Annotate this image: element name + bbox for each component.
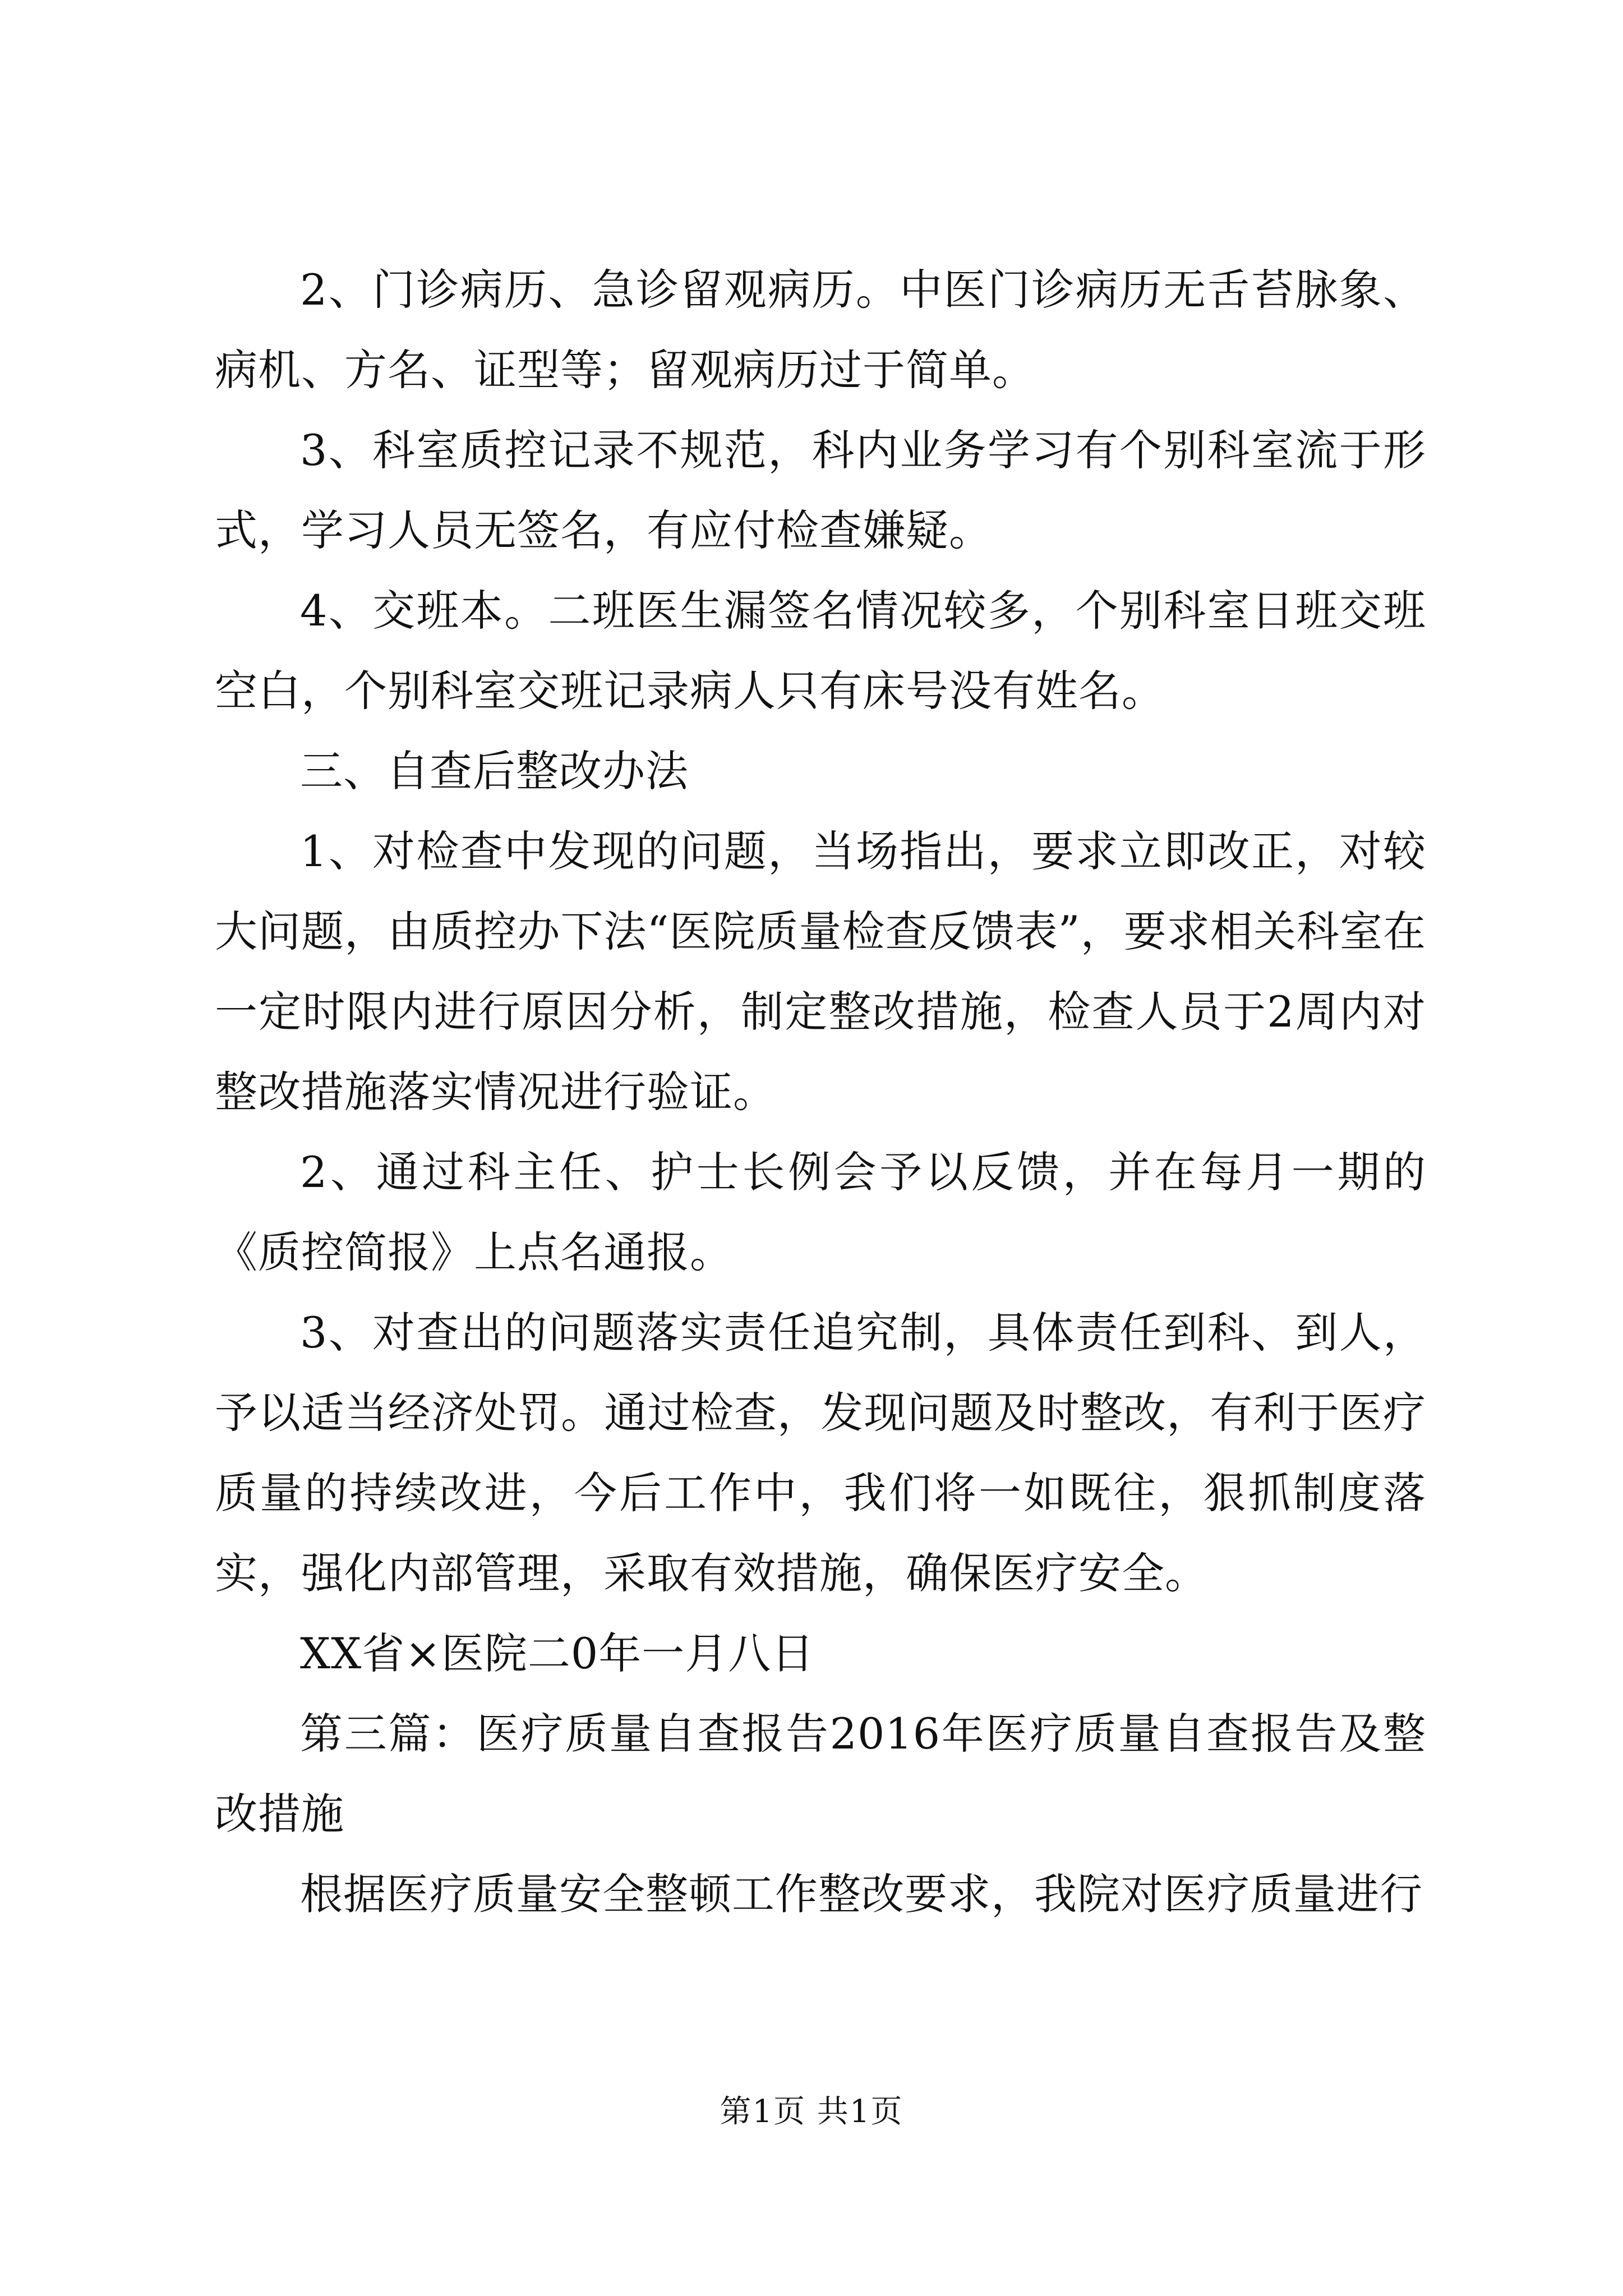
chapter-title-part-three: 第三篇：医疗质量自查报告2016年医疗质量自查报告及整改措施 (215, 1709, 1426, 1839)
paragraph-outpatient-records: 2、门诊病历、急诊留观病历。中医门诊病历无舌苔脉象、病机、方名、证型等；留观病历过于简单。 (215, 265, 1426, 395)
page-number-label: 第1页 共1页 (720, 2093, 903, 2130)
paragraph-rectification-3: 3、对查出的问题落实责任追究制，具体责任到科、到人，予以适当经济处罚。通过检查，发现问题及时整改，有利于医疗质量的持续改进，今后工作中，我们将一如既往，狠抓制度落实，强化内部管理，采取有效措施，确保医疗安全。 (215, 1308, 1426, 1598)
paragraph-handover-book: 4、交班本。二班医生漏签名情况较多，个别科室日班交班空白，个别科室交班记录病人只有床号没有姓名。 (215, 586, 1426, 716)
section-heading-rectification: 三、自查后整改办法 (300, 746, 689, 796)
paragraph-intro-part-three: 根据医疗质量安全整顿工作整改要求，我院对医疗质量进行 (300, 1869, 1423, 1919)
paragraph-rectification-1: 1、对检查中发现的问题，当场指出，要求立即改正，对较大问题，由质控办下法“医院质量检查反馈表”，要求相关科室在一定时限内进行原因分析，制定整改措施，检查人员于2周内对整改措施落实情况进行验证。 (215, 826, 1426, 1117)
page-footer (0, 2090, 1623, 2134)
document-body (215, 250, 1426, 1934)
paragraph-quality-control-records: 3、科室质控记录不规范，科内业务学习有个别科室流于形式，学习人员无签名，有应付检查嫌疑。 (215, 425, 1426, 555)
signature-date-line: XX省×医院二0年一月八日 (300, 1628, 815, 1678)
paragraph-rectification-2: 2、通过科主任、护士长例会予以反馈，并在每月一期的《质控简报》上点名通报。 (215, 1147, 1426, 1277)
